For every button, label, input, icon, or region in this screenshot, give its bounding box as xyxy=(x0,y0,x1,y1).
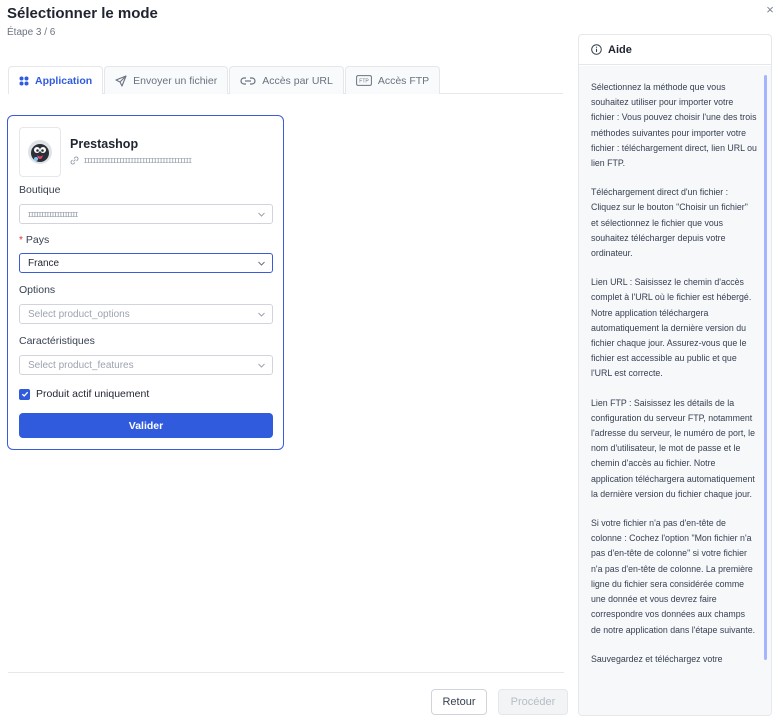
help-paragraph: Lien FTP : Saisissez les détails de la configuration du serveur FTP, notamment l'adresse du serveur, le numéro de port, le nom d'utilisateur, le mot de passe et le chemin d'accès au fichier. Notre application téléchargera automatiquement la dernière version du fichier chaque jour. xyxy=(591,397,756,499)
validate-button[interactable]: Valider xyxy=(19,413,273,438)
app-url-masked: ɪɪɪɪɪɪɪɪɪɪɪɪɪɪɪɪɪɪɪɪɪɪɪɪɪɪɪɪɪɪɪɪɪɪɪɪɪ xyxy=(84,155,192,165)
help-paragraph: Si votre fichier n'a pas d'en-tête de colonne : Cochez l'option "Mon fichier n'a pas d'en-tête de colonne" si votre fichier n'a pas d'en-tête de colonne. La première ligne du fichier sera considérée comme une donnée et vous devrez faire correspondre vos données aux champs de notre application dans l'étape suivante. xyxy=(591,518,756,635)
active-only-label: Produit actif uniquement xyxy=(36,388,150,400)
options-placeholder: Select product_options xyxy=(28,308,130,320)
tab-label: Accès par URL xyxy=(262,74,333,87)
mode-tabs xyxy=(8,66,563,94)
pays-label xyxy=(19,234,49,246)
tab-upload-file[interactable] xyxy=(104,66,228,94)
options-select[interactable] xyxy=(19,304,273,324)
app-url-row xyxy=(70,155,191,165)
boutique-label: Boutique xyxy=(19,184,61,196)
tab-label: Envoyer un fichier xyxy=(133,74,218,87)
ftp-icon xyxy=(356,75,372,86)
required-marker: * xyxy=(19,235,23,246)
app-name: Prestashop xyxy=(70,137,139,151)
caracteristiques-label: Caractéristiques xyxy=(19,335,95,347)
info-icon xyxy=(591,44,602,55)
help-header xyxy=(579,35,771,65)
back-button[interactable]: Retour xyxy=(431,689,487,715)
tab-url-access[interactable] xyxy=(229,66,344,94)
caracteristiques-select[interactable] xyxy=(19,355,273,375)
help-paragraph: Téléchargement direct d'un fichier : Cliquez sur le bouton "Choisir un fichier" et sélectionnez le fichier que vous souhaitez télécharger depuis votre ordinateur. xyxy=(591,187,748,259)
prestashop-logo-icon xyxy=(27,139,53,165)
pays-value: France xyxy=(28,257,60,269)
svg-text:FTP: FTP xyxy=(359,78,369,85)
active-only-checkbox[interactable] xyxy=(19,389,30,400)
footer-divider xyxy=(8,672,564,673)
prestashop-logo xyxy=(19,127,61,177)
help-body xyxy=(579,66,772,716)
check-icon xyxy=(21,390,29,398)
tab-ftp-access[interactable] xyxy=(345,66,440,94)
chevron-down-icon xyxy=(257,361,266,370)
options-label: Options xyxy=(19,284,56,296)
help-scrollbar[interactable] xyxy=(764,75,767,660)
chevron-down-icon xyxy=(257,210,266,219)
boutique-select[interactable] xyxy=(19,204,273,224)
help-title: Aide xyxy=(608,43,632,56)
modal-title: Sélectionner le mode xyxy=(7,5,158,22)
active-only-checkbox-row[interactable] xyxy=(19,388,149,400)
pays-label-text: Pays xyxy=(25,234,50,246)
link-icon xyxy=(70,156,79,165)
application-card xyxy=(7,115,284,450)
caracteristiques-placeholder: Select product_features xyxy=(28,359,134,371)
tab-label: Application xyxy=(35,74,93,87)
pays-select[interactable] xyxy=(19,253,273,273)
link-icon xyxy=(240,76,256,86)
close-icon[interactable]: × xyxy=(766,2,774,17)
send-icon xyxy=(115,75,127,87)
step-indicator: Étape 3 / 6 xyxy=(7,27,56,38)
tab-label: Accès FTP xyxy=(377,74,430,87)
help-paragraph: Lien URL : Saisissez le chemin d'accès complet à l'URL où le fichier est hébergé. Notre application téléchargera automatiquement la dernière version du fichier chaque jour. Assurez-vous que le fichier est accessible au public et que l'URL est correcte. xyxy=(591,277,752,379)
chevron-down-icon xyxy=(257,259,266,268)
help-panel xyxy=(578,34,772,716)
proceed-button[interactable]: Procéder xyxy=(498,689,568,715)
tab-application[interactable] xyxy=(8,66,103,94)
boutique-value-masked: ɪɪɪɪɪɪɪɪɪɪɪɪɪɪɪɪɪɪɪ xyxy=(28,209,78,219)
help-paragraph: Sauvegardez et téléchargez votre xyxy=(591,653,723,664)
chevron-down-icon xyxy=(257,310,266,319)
help-paragraph: Sélectionnez la méthode que vous souhaitez utiliser pour importer votre fichier : Vous pouvez choisir l'une des trois méthodes suivantes pour importer votre fichier : téléchargement direct, lien URL ou lien FTP. xyxy=(591,82,757,169)
apps-icon xyxy=(19,76,29,86)
